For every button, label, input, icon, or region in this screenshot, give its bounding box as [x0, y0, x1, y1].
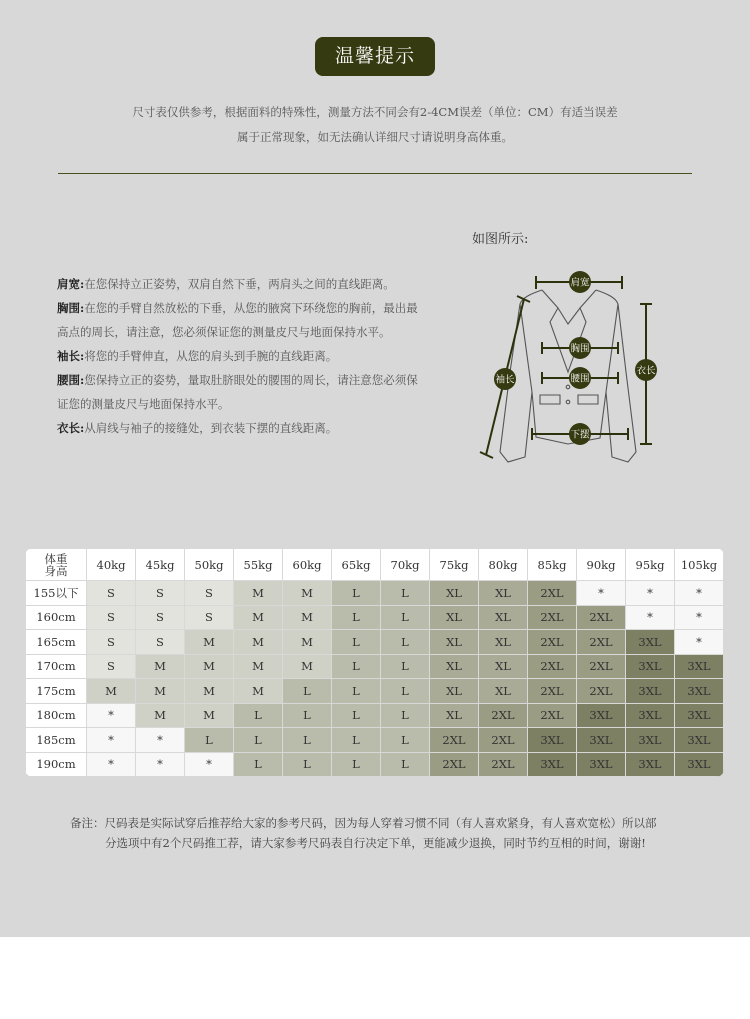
- size-cell: *: [675, 581, 724, 606]
- size-cell: *: [136, 752, 185, 777]
- size-cell: 2XL: [528, 679, 577, 704]
- size-cell: 2XL: [528, 581, 577, 606]
- size-cell: 3XL: [528, 728, 577, 753]
- hem-label: 下摆: [570, 429, 590, 441]
- size-cell: 2XL: [577, 679, 626, 704]
- size-cell: L: [185, 728, 234, 753]
- weight-header: 55kg: [234, 549, 283, 581]
- size-cell: M: [234, 630, 283, 655]
- chest-label: 胸围: [570, 343, 590, 355]
- size-cell: M: [185, 630, 234, 655]
- size-cell: 3XL: [626, 703, 675, 728]
- shoulder-label: 肩宽: [570, 277, 590, 289]
- weight-header: 75kg: [430, 549, 479, 581]
- table-row: [26, 703, 724, 728]
- definition-line: [57, 396, 230, 412]
- size-cell: M: [283, 630, 332, 655]
- definition-line: [57, 300, 418, 316]
- definition-text: 证您的测量皮尺与地面保持水平。: [57, 397, 230, 411]
- size-cell: 3XL: [626, 630, 675, 655]
- table-row: [26, 630, 724, 655]
- size-chart-table: [25, 548, 724, 777]
- weight-header: 70kg: [381, 549, 430, 581]
- size-cell: 3XL: [626, 654, 675, 679]
- table-row: [26, 679, 724, 704]
- size-cell: XL: [479, 654, 528, 679]
- footnote-line-1: 备注：尺码表是实际试穿后推荐给大家的参考尺码，因为每人穿着习惯不同（有人喜欢紧身，有人喜欢宽松）所以部: [70, 816, 657, 830]
- height-header: 190cm: [26, 752, 87, 777]
- height-header: 185cm: [26, 728, 87, 753]
- weight-header: 85kg: [528, 549, 577, 581]
- definition-text: 将您的手臂伸直，从您的肩头到手腕的直线距离。: [84, 349, 338, 363]
- size-cell: L: [381, 703, 430, 728]
- size-cell: *: [136, 728, 185, 753]
- definition-line: [57, 324, 391, 340]
- table-row: [26, 728, 724, 753]
- size-cell: 2XL: [528, 703, 577, 728]
- size-cell: XL: [430, 654, 479, 679]
- size-cell: L: [283, 728, 332, 753]
- size-cell: XL: [479, 581, 528, 606]
- size-cell: M: [136, 654, 185, 679]
- size-cell: L: [332, 605, 381, 630]
- definition-line: [57, 348, 337, 364]
- table-row: [26, 752, 724, 777]
- size-cell: S: [87, 654, 136, 679]
- definition-term: 衣长:: [57, 421, 85, 435]
- size-cell: L: [283, 703, 332, 728]
- size-cell: 3XL: [675, 752, 724, 777]
- definition-text: 从肩线与袖子的接缝处，到衣装下摆的直线距离。: [84, 421, 338, 435]
- size-cell: L: [332, 654, 381, 679]
- size-cell: 2XL: [528, 605, 577, 630]
- height-header: 155以下: [26, 581, 87, 606]
- size-cell: L: [332, 752, 381, 777]
- size-cell: M: [283, 605, 332, 630]
- size-cell: 3XL: [626, 752, 675, 777]
- size-cell: S: [136, 605, 185, 630]
- size-cell: 2XL: [479, 728, 528, 753]
- size-cell: XL: [430, 630, 479, 655]
- size-cell: *: [626, 581, 675, 606]
- definition-term: 胸围:: [57, 301, 85, 315]
- size-cell: M: [234, 605, 283, 630]
- size-cell: M: [283, 654, 332, 679]
- size-cell: 3XL: [577, 728, 626, 753]
- size-cell: S: [87, 630, 136, 655]
- definition-line: [57, 372, 418, 388]
- weight-header: 90kg: [577, 549, 626, 581]
- corner-height-label: 身高: [44, 563, 68, 578]
- size-cell: 2XL: [577, 654, 626, 679]
- size-cell: XL: [479, 679, 528, 704]
- size-cell: L: [332, 728, 381, 753]
- size-cell: 3XL: [528, 752, 577, 777]
- waist-label: 腰围: [570, 373, 590, 385]
- size-cell: L: [381, 581, 430, 606]
- size-cell: L: [381, 728, 430, 753]
- size-cell: M: [185, 703, 234, 728]
- size-cell: XL: [479, 630, 528, 655]
- size-cell: *: [626, 605, 675, 630]
- size-cell: S: [87, 581, 136, 606]
- weight-header: 50kg: [185, 549, 234, 581]
- height-header: 165cm: [26, 630, 87, 655]
- title-badge: 温馨提示: [315, 37, 435, 76]
- size-cell: *: [87, 752, 136, 777]
- size-cell: L: [381, 630, 430, 655]
- size-cell: 3XL: [577, 752, 626, 777]
- size-cell: M: [234, 679, 283, 704]
- weight-header: 40kg: [87, 549, 136, 581]
- size-cell: L: [332, 679, 381, 704]
- size-cell: 3XL: [626, 679, 675, 704]
- size-cell: S: [136, 630, 185, 655]
- table-row: [26, 581, 724, 606]
- size-cell: M: [185, 679, 234, 704]
- size-cell: 2XL: [528, 630, 577, 655]
- size-cell: L: [332, 703, 381, 728]
- size-cell: L: [234, 728, 283, 753]
- weight-header: 105kg: [675, 549, 724, 581]
- size-cell: M: [234, 581, 283, 606]
- size-cell: 2XL: [479, 752, 528, 777]
- size-cell: L: [332, 581, 381, 606]
- size-cell: 3XL: [675, 703, 724, 728]
- size-cell: M: [87, 679, 136, 704]
- definition-line: [57, 276, 395, 292]
- size-cell: *: [675, 630, 724, 655]
- size-cell: M: [283, 581, 332, 606]
- definition-term: 腰围:: [57, 373, 85, 387]
- size-cell: L: [283, 752, 332, 777]
- table-row: [26, 654, 724, 679]
- size-cell: *: [675, 605, 724, 630]
- definition-line: [57, 420, 337, 436]
- size-cell: S: [136, 581, 185, 606]
- definition-text: 在您保持立正姿势，双肩自然下垂，两肩头之间的直线距离。: [84, 277, 395, 291]
- size-cell: 3XL: [626, 728, 675, 753]
- size-cell: L: [332, 630, 381, 655]
- height-header: 160cm: [26, 605, 87, 630]
- size-cell: 2XL: [430, 752, 479, 777]
- size-cell: XL: [430, 581, 479, 606]
- size-cell: *: [185, 752, 234, 777]
- weight-header: 65kg: [332, 549, 381, 581]
- size-cell: 2XL: [577, 605, 626, 630]
- size-cell: 2XL: [479, 703, 528, 728]
- size-cell: *: [87, 703, 136, 728]
- height-header: 175cm: [26, 679, 87, 704]
- size-cell: 3XL: [675, 728, 724, 753]
- weight-header: 95kg: [626, 549, 675, 581]
- size-cell: S: [185, 605, 234, 630]
- sleeve-label: 袖长: [495, 374, 515, 386]
- corner-weight-label: 体重: [44, 551, 68, 566]
- size-cell: M: [185, 654, 234, 679]
- footnote-line-2: 分选项中有2个尺码推工荐，请大家参考尺码表自行决定下单，更能减少退换，同时节约互相的时间，谢谢!: [105, 836, 646, 850]
- diagram-caption: 如图所示:: [472, 232, 529, 247]
- size-cell: 3XL: [675, 654, 724, 679]
- size-cell: *: [87, 728, 136, 753]
- size-cell: M: [136, 703, 185, 728]
- size-cell: 2XL: [577, 630, 626, 655]
- size-cell: XL: [430, 679, 479, 704]
- height-header: 170cm: [26, 654, 87, 679]
- size-cell: XL: [479, 605, 528, 630]
- height-header: 180cm: [26, 703, 87, 728]
- size-cell: S: [185, 581, 234, 606]
- size-cell: L: [381, 654, 430, 679]
- weight-header: 60kg: [283, 549, 332, 581]
- definition-text: 高点的周长，请注意，您必须保证您的测量皮尺与地面保持水平。: [57, 325, 391, 339]
- size-cell: XL: [430, 605, 479, 630]
- size-cell: M: [136, 679, 185, 704]
- size-cell: 3XL: [675, 679, 724, 704]
- size-cell: L: [381, 605, 430, 630]
- definition-text: 您保持立正的姿势，量取肚脐眼处的腰围的周长，请注意您必须保: [84, 373, 418, 387]
- size-cell: XL: [430, 703, 479, 728]
- size-cell: 3XL: [577, 703, 626, 728]
- definition-term: 肩宽:: [57, 277, 85, 291]
- size-cell: *: [577, 581, 626, 606]
- weight-header: 45kg: [136, 549, 185, 581]
- table-corner-header: [26, 549, 87, 581]
- weight-header: 80kg: [479, 549, 528, 581]
- size-cell: 2XL: [430, 728, 479, 753]
- size-cell: L: [381, 679, 430, 704]
- section-divider: [58, 173, 692, 174]
- size-cell: L: [283, 679, 332, 704]
- definition-term: 袖长:: [57, 349, 85, 363]
- size-cell: L: [381, 752, 430, 777]
- length-label: 衣长: [636, 365, 656, 377]
- size-cell: L: [234, 703, 283, 728]
- size-cell: L: [234, 752, 283, 777]
- table-row: [26, 605, 724, 630]
- jacket-measurement-diagram: [470, 262, 670, 472]
- size-cell: M: [234, 654, 283, 679]
- size-cell: 2XL: [528, 654, 577, 679]
- intro-line-2: 属于正常现象，如无法确认详细尺寸请说明身高体重。: [237, 130, 513, 144]
- definition-text: 在您的手臂自然放松的下垂，从您的腋窝下环绕您的胸前，最出最: [84, 301, 418, 315]
- intro-line-1: 尺寸表仅供参考，根据面料的特殊性，测量方法不同会有2-4CM误差（单位：CM）有适当误差: [132, 105, 618, 119]
- size-cell: S: [87, 605, 136, 630]
